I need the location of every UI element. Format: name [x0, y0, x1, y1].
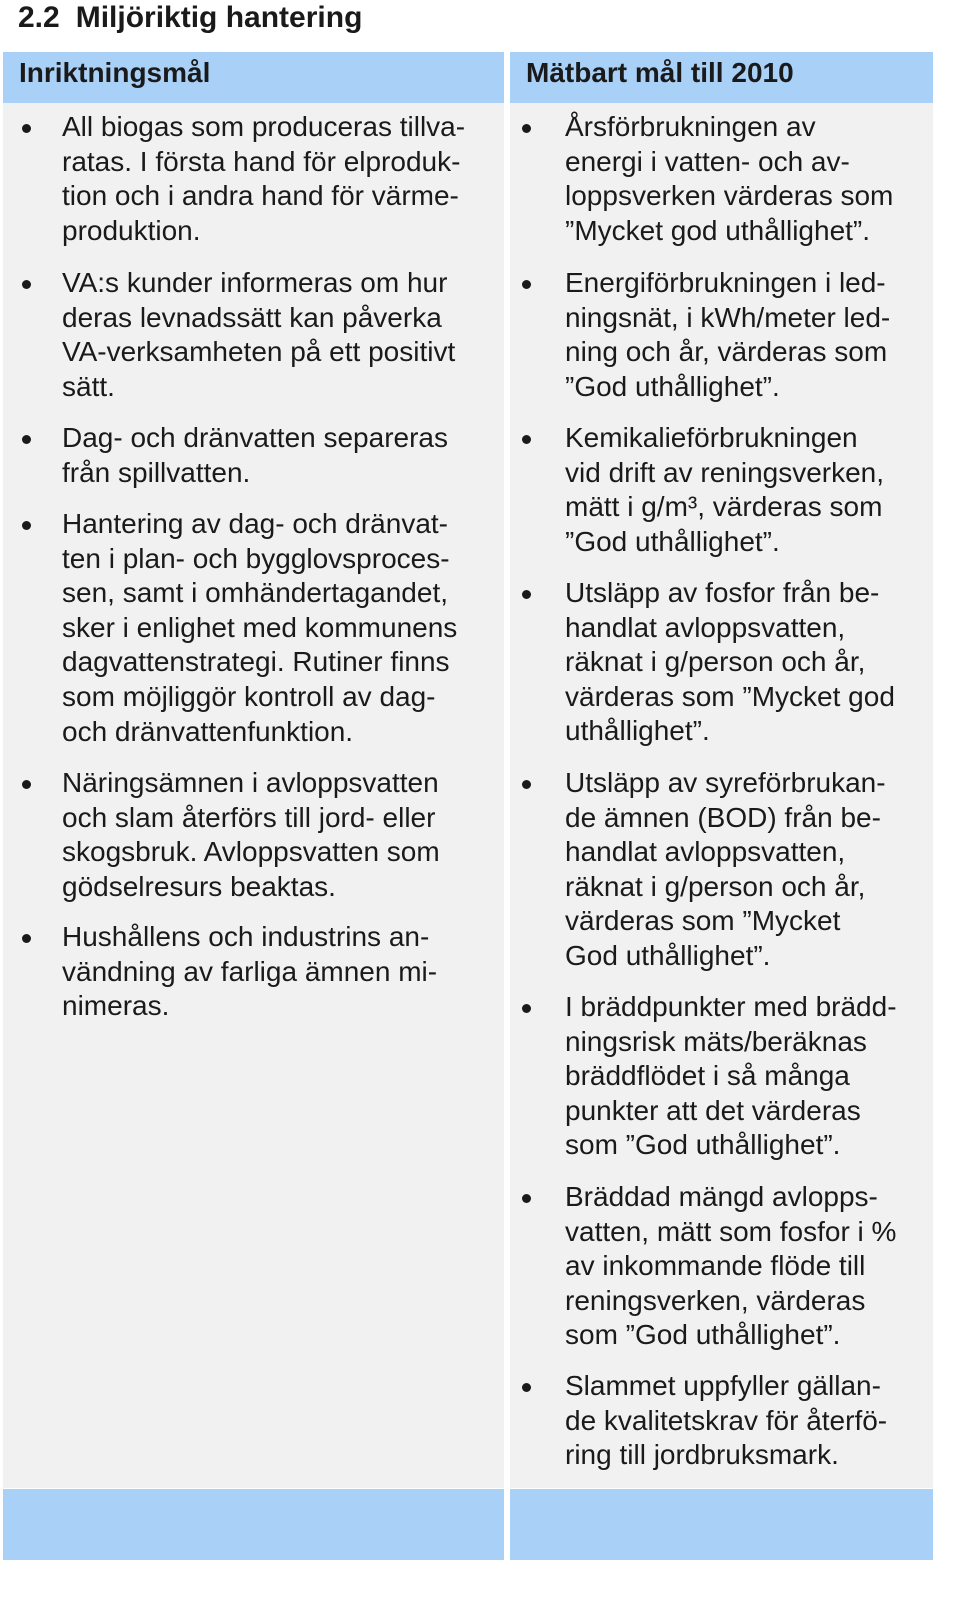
text-line: ”God uthållighet”.	[565, 370, 780, 402]
text-line: nimeras.	[62, 990, 170, 1022]
text-line: VA:s kunder informeras om hur	[62, 267, 448, 298]
bullet-icon	[522, 1194, 531, 1203]
list-item-text	[565, 110, 933, 248]
text-line: Hushållens och industrins an-	[62, 921, 430, 952]
text-line: bräddflödet i så många	[565, 1060, 850, 1092]
list-item	[3, 766, 504, 904]
bullet-icon	[22, 521, 31, 530]
bullet-icon	[22, 934, 31, 943]
text-line: ning och år, värderas som	[565, 336, 888, 368]
text-line: skogsbruk. Avloppsvatten som	[62, 836, 440, 868]
bullet-icon	[22, 280, 31, 289]
text-line: dagvattenstrategi. Rutiner finns	[62, 646, 450, 678]
bullet-icon	[522, 1004, 531, 1013]
text-line: som möjliggör kontroll av dag-	[62, 680, 436, 712]
list-item-text	[565, 576, 933, 749]
bullet-icon	[522, 590, 531, 599]
list-item-text	[565, 421, 933, 559]
text-line: Näringsämnen i avloppsvatten	[62, 767, 439, 798]
bullet-icon	[522, 780, 531, 789]
list-item	[3, 421, 504, 490]
list-item-text	[62, 266, 504, 404]
list-item-text	[565, 766, 933, 974]
text-line: Årsförbrukningen av	[565, 111, 816, 142]
text-line: ”Mycket god uthållighet”.	[565, 214, 871, 246]
section-heading	[18, 0, 362, 36]
text-line: reningsverken, värderas	[565, 1284, 866, 1316]
text-line: sker i enlighet med kommunens	[62, 611, 458, 643]
text-line: punkter att det värderas	[565, 1094, 861, 1126]
text-line: räknat i g/person och år,	[565, 870, 866, 902]
text-line: handlat avloppsvatten,	[565, 611, 846, 643]
bullet-icon	[22, 435, 31, 444]
list-item	[510, 266, 933, 404]
list-item	[510, 110, 933, 248]
left-column-body	[3, 103, 504, 1488]
text-line: Energiförbrukningen i led-	[565, 267, 886, 298]
text-line: ”God uthållighet”.	[565, 525, 780, 557]
text-line: produktion.	[62, 214, 201, 246]
text-line: VA-verksamheten på ett positivt	[62, 336, 456, 368]
text-line: ten i plan- och bygglovsproces-	[62, 542, 450, 574]
text-line: ningsnät, i kWh/meter led-	[565, 301, 891, 333]
bullet-icon	[22, 780, 31, 789]
list-item	[510, 1180, 933, 1353]
text-line: energi i vatten- och av-	[565, 145, 850, 177]
text-line: sätt.	[62, 370, 115, 402]
right-column-footer	[510, 1489, 933, 1560]
text-line: I bräddpunkter med brädd-	[565, 991, 897, 1022]
text-line: värderas som ”Mycket god	[565, 680, 895, 712]
text-line: som ”God uthållighet”.	[565, 1319, 841, 1351]
text-line: och slam återförs till jord- eller	[62, 801, 436, 833]
list-item	[510, 990, 933, 1163]
text-line: och dränvattenfunktion.	[62, 715, 354, 747]
text-line: ring till jordbruksmark.	[565, 1439, 839, 1471]
bullet-icon	[522, 280, 531, 289]
text-line: av inkommande flöde till	[565, 1250, 866, 1282]
list-item-text	[62, 421, 504, 490]
bullet-icon	[522, 124, 531, 133]
text-line: Utsläpp av fosfor från be-	[565, 577, 880, 608]
list-item	[3, 110, 504, 248]
text-line: Slammet uppfyller gällan-	[565, 1370, 881, 1401]
list-item	[510, 766, 933, 974]
list-item-text	[62, 766, 504, 904]
text-line: de kvalitetskrav för återfö-	[565, 1404, 888, 1436]
text-line: räknat i g/person och år,	[565, 646, 866, 678]
text-line: mätt i g/m³, värderas som	[565, 491, 883, 523]
right-column-body	[510, 103, 933, 1488]
text-line: vändning av farliga ämnen mi-	[62, 955, 438, 987]
text-line: loppsverken värderas som	[565, 180, 894, 212]
list-item-text	[565, 1369, 933, 1473]
text-line: vid drift av reningsverken,	[565, 456, 885, 488]
text-line: de ämnen (BOD) från be-	[565, 801, 881, 833]
text-line: från spillvatten.	[62, 456, 251, 488]
text-line: tion och i andra hand för värme-	[62, 180, 459, 212]
text-line: Dag- och dränvatten separeras	[62, 422, 448, 453]
list-item	[510, 1369, 933, 1473]
list-item-text	[62, 110, 504, 248]
list-item-text	[565, 1180, 933, 1353]
left-column-header: Inriktningsmål	[3, 52, 504, 103]
list-item	[3, 920, 504, 1024]
text-line: Utsläpp av syreförbrukan-	[565, 767, 886, 798]
section-title: Miljöriktig hantering	[75, 1, 363, 34]
text-line: gödselresurs beaktas.	[62, 870, 336, 902]
text-line: Kemikalieförbrukningen	[565, 422, 858, 453]
list-item	[510, 421, 933, 559]
bullet-icon	[22, 124, 31, 133]
text-line: Hantering av dag- och dränvat-	[62, 508, 448, 539]
text-line: som ”God uthållighet”.	[565, 1129, 841, 1161]
text-line: ratas. I första hand för elproduk-	[62, 145, 461, 177]
text-line: värderas som ”Mycket	[565, 905, 841, 937]
list-item-text	[62, 507, 504, 749]
text-line: All biogas som produceras tillva-	[62, 111, 466, 142]
list-item	[510, 576, 933, 749]
text-line: sen, samt i omhändertagandet,	[62, 577, 449, 609]
text-line: ningsrisk mäts/beräknas	[565, 1025, 867, 1057]
right-column-header: Mätbart mål till 2010	[510, 52, 933, 103]
list-item	[3, 266, 504, 404]
text-line: Bräddad mängd avlopps-	[565, 1181, 878, 1212]
left-column-footer	[3, 1489, 504, 1560]
list-item-text	[62, 920, 504, 1024]
list-item-text	[565, 990, 933, 1163]
text-line: deras levnadssätt kan påverka	[62, 301, 442, 333]
list-item	[3, 507, 504, 749]
list-item-text	[565, 266, 933, 404]
text-line: vatten, mätt som fosfor i %	[565, 1215, 897, 1247]
bullet-icon	[522, 1383, 531, 1392]
bullet-icon	[522, 435, 531, 444]
text-line: God uthållighet”.	[565, 939, 771, 971]
text-line: handlat avloppsvatten,	[565, 836, 846, 868]
text-line: uthållighet”.	[565, 715, 710, 747]
section-number: 2.2	[18, 1, 60, 34]
